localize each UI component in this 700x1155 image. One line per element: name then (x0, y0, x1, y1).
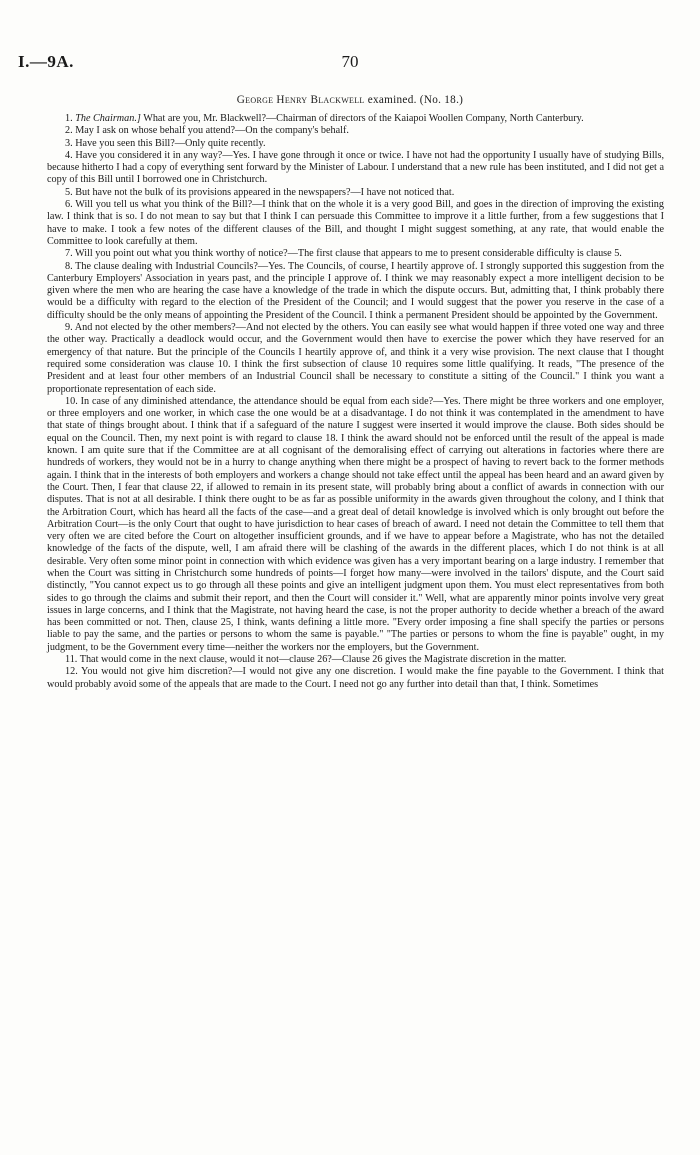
page-header (18, 52, 682, 78)
page-number: 70 (341, 52, 359, 71)
paragraph-text: Have you considered it in any way?—Yes. I have gone through it once or twice. I have not had the opportunity I usually have of studying Bills, because hitherto I had a copy of everything sent forward by the Minister of Labour. I understand that a new rule has been instituted, and I did not get a copy of this Bill until I borrowed one in Christchurch. (47, 149, 665, 186)
paragraph-text: But have not the bulk of its provisions appeared in the newspapers?—I have not noticed that. (75, 186, 455, 198)
paragraph-text: Will you tell us what you think of the Bill?—I think that on the whole it is a very good Bill, and goes in the direction of improving the existing law. I think that is so. I do not mean to say but that I think I can persuade this Committee to improve it a little further, from a few suggestions that I have to make. I took a few notes of the different clauses of the Bill, and thought I might suggest something, at any rate, that would enable the Committee to look carefully at them. (47, 199, 664, 247)
question-number: 7. (65, 248, 73, 260)
paragraph-text: You would not give him discretion?—I would not give any one discretion. I would make the fine payable to the Government. I think that would probably avoid some of the appeals that are made to the Court. I need not go any further into detail than that, I think. Sometimes (47, 666, 665, 690)
question-paragraph (47, 113, 664, 125)
witness-name: George Henry Blackwell (236, 94, 365, 106)
question-number: 6. (65, 199, 73, 211)
speaker-lead: The Chairman.] (75, 113, 141, 124)
paragraph-text: Have you seen this Bill?—Only quite recently. (75, 137, 266, 149)
question-paragraph (47, 187, 664, 199)
question-number: 11. (65, 654, 78, 666)
paragraph-text: May I ask on whose behalf you attend?—On the company's behalf. (75, 125, 349, 137)
evidence-body (47, 113, 664, 691)
question-paragraph (47, 666, 664, 691)
question-number: 2. (65, 125, 73, 137)
question-paragraph (47, 396, 664, 654)
question-paragraph (47, 150, 664, 187)
paragraph-text: In case of any diminished attendance, the attendance should be equal from each side?—Yes. There might be three workers and one employer, or three employers and one worker, in which case the one would be at a disadvantage. I do not think it was contemplated in the amendment to have that state of things brought about. I think that if a safeguard of the nature I suggest were inserted it would improve the clause. Both sides should be equal on the Council. Then, my next point is with regard to clause 18. I think the award should not be enforced until the result of the appeal is made known. I am quite sure that if the Committee are at all cognisant of the demoralising effect of carrying out alterations in factories where there are hundreds of workers, they would not be in a hurry to change anything when there might be a prospect of having to revert back to the former methods again. I think that in the interests of both employers and workers a change should not take effect until the appeal has been heard and an award given by the Court. Then, I fear that clause 22, if allowed to remain in its present state, will probably bring about a conflict of awards in connection with our disputes. That is not at all desirable. I think there ought to be as far as possible uniformity in the awards given throughout the colony, and I think that the Arbitration Court, which has heard all the facts of the case—and a great deal of detail knowledge is involved which is only brought out before the Arbitration Court—is the only Court that ought to have jurisdiction to hear cases of breach of award. I need not detain the Committee to tell them that very often we are cited before the Court on altogether insufficient grounds, and if we have to appear before a Magistrate, who has not the detailed knowledge of the facts of the dispute, well, I am afraid there will be clashing of the awards in the different places, which I do not think is at all desirable. Very often some minor point in connection with which evidence was given has a very important bearing on a large industry. I remember that when the Court was sitting in Christchurch some hundreds of points—I forget how many—were involved in the tailors' dispute, and the Court said distinctly, "You cannot expect us to go through all these points and give an intelligent judgment upon them. You must elect representatives from both sides to go through the claims and submit their report, and then the Court will consider it." Well, what are apparently minor points involve very great issues in large concerns, and I think that the Magistrate, not having heard the case, is not the proper authority to decide whether a breach of the award has been committed or not. Then, clause 25, I think, wants defining a little more. "Every order imposing a fine shall specify the parties or persons liable to pay the same, and the parties or persons to whom the same is payable." "The parties or persons to whom the fine is payable" ought, in my judgment, to be the Government every time—neither the workers nor the employers, but the Government. (47, 395, 665, 653)
paragraph-text: The clause dealing with Industrial Councils?—Yes. The Councils, of course, I heartily approve of. I strongly supported this suggestion from the Canterbury Employers' Association in years past, and the principle I approve of. I think we may reasonably expect a more intelligent decision to be given where the men who are hearing the case have a knowledge of the trade in which the dispute occurs. But, admitting that, I think probably there would be a difficulty with regard to the election of the President of the Council; and I would suggest that the power you reserve in the case of a difficulty should be the only means of appointing the President of the Council. I think a permanent President should be appointed by the Government. (47, 260, 664, 321)
question-paragraph (47, 322, 664, 396)
witness-heading (0, 94, 700, 106)
question-number: 10. (65, 395, 78, 407)
question-number: 4. (65, 149, 73, 161)
question-number: 8. (65, 260, 73, 272)
question-number: 3. (65, 137, 73, 149)
question-number: 1. (65, 113, 73, 124)
question-paragraph (47, 138, 664, 150)
paragraph-text: What are you, Mr. Blackwell?—Chairman of directors of the Kaiapoi Woollen Company, North Canterbury. (140, 113, 584, 124)
question-paragraph (47, 125, 664, 137)
heading-suffix: examined. (No. 18.) (364, 94, 464, 106)
paragraph-text: Will you point out what you think worthy of notice?—The first clause that appears to me to present considerable difficulty is clause 5. (75, 248, 622, 260)
paragraph-text: That would come in the next clause, would it not—clause 26?—Clause 26 gives the Magistrate discretion in the matter. (79, 654, 567, 666)
question-paragraph (47, 248, 664, 260)
paragraph-text: And not elected by the other members?—And not elected by the others. You can easily see what would happen if three voted one way and three the other way. Practically a deadlock would occur, and the Government would then have to exercise the power which they have reserved for an emergency of that nature. But the principle of the Councils I heartily approve of, and think it a very wise provision. The next clause that I thought required some consideration was clause 10. I think the first subsection of clause 10 requires some little qualifying. It reads, "The presence of the President and at least four other members of an Industrial Council shall be necessary to constitute a sitting of the Council." I think you want a proportionate representation of each side. (47, 322, 664, 395)
question-paragraph (47, 261, 664, 322)
question-number: 9. (65, 322, 73, 334)
question-paragraph (47, 199, 664, 248)
paper-reference: I.—9A. (18, 52, 74, 71)
question-number: 5. (65, 186, 73, 198)
question-paragraph (47, 654, 664, 666)
question-number: 12. (65, 666, 78, 678)
